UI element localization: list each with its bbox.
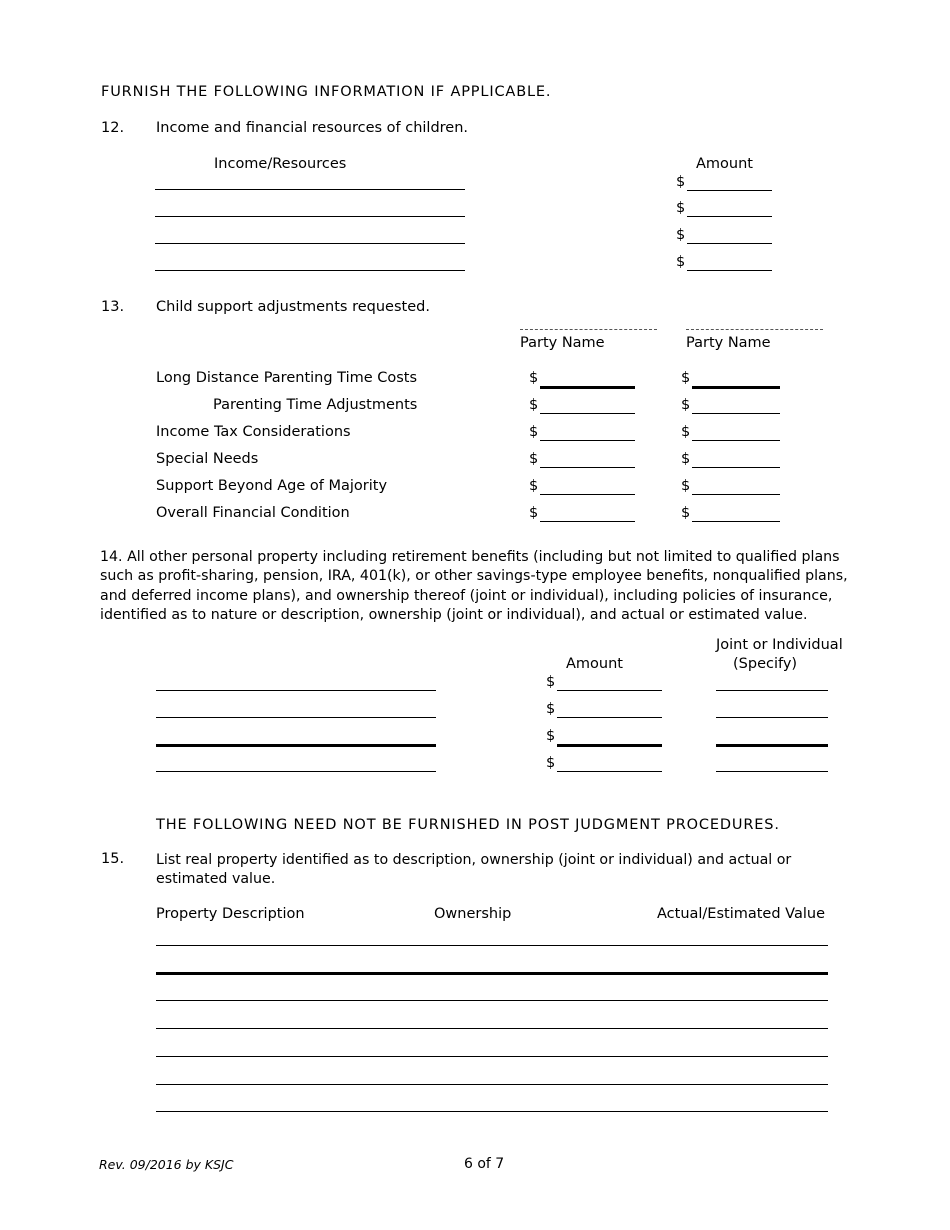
item-13-row-label-income-tax-considerations: Income Tax Considerations bbox=[156, 424, 351, 440]
item-15-row-input-2[interactable] bbox=[156, 972, 828, 975]
item-12-currency-symbol-2: $ bbox=[676, 200, 686, 216]
item-12-column-header-amount: Amount bbox=[696, 156, 753, 172]
item-13-party-1-amount-input-2[interactable] bbox=[540, 413, 635, 414]
item-13-currency-symbol-2a: $ bbox=[529, 397, 539, 413]
item-12-currency-symbol-3: $ bbox=[676, 227, 686, 243]
item-13-party-1-amount-input-1[interactable] bbox=[540, 386, 635, 389]
item-12-resource-input-4[interactable] bbox=[155, 270, 465, 271]
item-13-currency-symbol-2b: $ bbox=[681, 397, 691, 413]
item-13-currency-symbol-6a: $ bbox=[529, 505, 539, 521]
item-15-row-input-3[interactable] bbox=[156, 1000, 828, 1001]
item-13-row-label-support-beyond-age-of-majority: Support Beyond Age of Majority bbox=[156, 478, 388, 494]
item-13-party-1-name-input[interactable] bbox=[520, 329, 657, 330]
item-15-row-input-4[interactable] bbox=[156, 1028, 828, 1029]
post-judgment-heading: THE FOLLOWING NEED NOT BE FURNISHED IN POST JUDGMENT PROCEDURES. bbox=[156, 817, 780, 833]
item-13-currency-symbol-3a: $ bbox=[529, 424, 539, 440]
item-14-column-header-joint-or-individual: Joint or Individual bbox=[716, 637, 843, 653]
footer-page-number: 6 of 7 bbox=[464, 1156, 505, 1172]
item-14-description-input-4[interactable] bbox=[156, 771, 436, 772]
item-12-currency-symbol-1: $ bbox=[676, 174, 686, 190]
item-15-column-header-ownership: Ownership bbox=[434, 906, 512, 922]
item-15-text: List real property identified as to description, ownership (joint or individual) and actual or estimated value. bbox=[156, 852, 792, 888]
item-13-currency-symbol-5a: $ bbox=[529, 478, 539, 494]
item-13-party-2-amount-input-5[interactable] bbox=[692, 494, 780, 495]
item-12-column-header-income-resources: Income/Resources bbox=[214, 156, 347, 172]
item-14-description-input-2[interactable] bbox=[156, 717, 436, 718]
item-14-text: 14. All other personal property including retirement benefits (including but not limited to qualified plans such as profit-sharing, pension, IRA, 401(k), or other savings-type employee benefits, nonqualified plans, and deferred income plans), and ownership thereof (joint or individual), including policies of insurance, identified as to nature or description, ownership (joint or individual), and actual or estimated value. bbox=[100, 549, 848, 623]
item-15-row-input-7[interactable] bbox=[156, 1111, 828, 1112]
item-14-ownership-input-4[interactable] bbox=[716, 771, 828, 772]
item-15-column-header-actual-estimated-value: Actual/Estimated Value bbox=[657, 906, 825, 922]
item-14-currency-symbol-3: $ bbox=[546, 728, 556, 744]
item-14-description-input-1[interactable] bbox=[156, 690, 436, 691]
item-14-column-header-specify: (Specify) bbox=[733, 656, 798, 672]
item-13-party-2-amount-input-3[interactable] bbox=[692, 440, 780, 441]
item-12-amount-input-2[interactable] bbox=[687, 216, 772, 217]
item-12-resource-input-2[interactable] bbox=[155, 216, 465, 217]
item-14-currency-symbol-1: $ bbox=[546, 674, 556, 690]
item-12-number: 12. bbox=[101, 120, 125, 136]
item-12-currency-symbol-4: $ bbox=[676, 254, 686, 270]
footer-revision: Rev. 09/2016 by KSJC bbox=[99, 1157, 234, 1172]
item-15-row-input-1[interactable] bbox=[156, 945, 828, 946]
item-13-party-2-amount-input-6[interactable] bbox=[692, 521, 780, 522]
item-14-ownership-input-1[interactable] bbox=[716, 690, 828, 691]
item-14-ownership-input-2[interactable] bbox=[716, 717, 828, 718]
item-14-amount-input-2[interactable] bbox=[557, 717, 662, 718]
item-13-party-1-amount-input-5[interactable] bbox=[540, 494, 635, 495]
item-13-currency-symbol-1a: $ bbox=[529, 370, 539, 386]
item-14-column-header-amount: Amount bbox=[566, 656, 623, 672]
item-12-amount-input-1[interactable] bbox=[687, 190, 772, 191]
item-14-amount-input-1[interactable] bbox=[557, 690, 662, 691]
item-13-currency-symbol-4b: $ bbox=[681, 451, 691, 467]
item-13-party-2-amount-input-1[interactable] bbox=[692, 386, 780, 389]
item-12-amount-input-4[interactable] bbox=[687, 270, 772, 271]
item-13-party-1-label: Party Name bbox=[520, 335, 605, 351]
item-12-resource-input-3[interactable] bbox=[155, 243, 465, 244]
item-14-amount-input-3[interactable] bbox=[557, 744, 662, 747]
item-13-party-1-amount-input-6[interactable] bbox=[540, 521, 635, 522]
item-13-party-2-name-input[interactable] bbox=[686, 329, 823, 330]
item-13-row-label-special-needs: Special Needs bbox=[156, 451, 259, 467]
item-12-resource-input-1[interactable] bbox=[155, 189, 465, 190]
item-14-amount-input-4[interactable] bbox=[557, 771, 662, 772]
item-15-row-input-5[interactable] bbox=[156, 1056, 828, 1057]
item-12-text: Income and financial resources of children. bbox=[156, 120, 469, 136]
item-13-currency-symbol-4a: $ bbox=[529, 451, 539, 467]
item-13-currency-symbol-5b: $ bbox=[681, 478, 691, 494]
item-13-party-1-amount-input-3[interactable] bbox=[540, 440, 635, 441]
item-13-currency-symbol-3b: $ bbox=[681, 424, 691, 440]
item-14-description-input-3[interactable] bbox=[156, 744, 436, 747]
item-13-text: Child support adjustments requested. bbox=[156, 299, 430, 315]
item-13-party-2-amount-input-2[interactable] bbox=[692, 413, 780, 414]
item-13-row-label-long-distance-parenting-time-costs: Long Distance Parenting Time Costs bbox=[156, 370, 418, 386]
item-13-row-label-parenting-time-adjustments: Parenting Time Adjustments bbox=[213, 397, 418, 413]
item-13-party-2-label: Party Name bbox=[686, 335, 771, 351]
item-14-ownership-input-3[interactable] bbox=[716, 744, 828, 747]
item-15-column-header-property-description: Property Description bbox=[156, 906, 305, 922]
item-15-number: 15. bbox=[101, 851, 125, 867]
item-13-row-label-overall-financial-condition: Overall Financial Condition bbox=[156, 505, 350, 521]
item-15-row-input-6[interactable] bbox=[156, 1084, 828, 1085]
item-14-currency-symbol-2: $ bbox=[546, 701, 556, 717]
item-13-number: 13. bbox=[101, 299, 125, 315]
item-13-party-2-amount-input-4[interactable] bbox=[692, 467, 780, 468]
item-12-amount-input-3[interactable] bbox=[687, 243, 772, 244]
item-14-currency-symbol-4: $ bbox=[546, 755, 556, 771]
item-13-currency-symbol-1b: $ bbox=[681, 370, 691, 386]
item-13-party-1-amount-input-4[interactable] bbox=[540, 467, 635, 468]
item-13-currency-symbol-6b: $ bbox=[681, 505, 691, 521]
furnish-heading: FURNISH THE FOLLOWING INFORMATION IF APPLICABLE. bbox=[101, 84, 552, 100]
